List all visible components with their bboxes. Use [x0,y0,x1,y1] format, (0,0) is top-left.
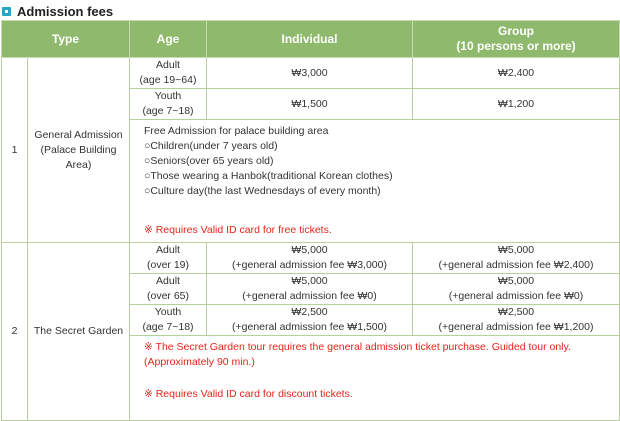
age-label: Youth [154,90,182,102]
ticket-type-secret-garden: The Secret Garden [28,243,130,421]
price: ₩5,000 [291,244,328,256]
price-note: (+general admission fee ₩0) [448,290,584,302]
group-price: ₩2,400 [413,58,620,89]
ticket-type-general [28,58,130,243]
price: ₩5,000 [497,275,535,287]
free-item: ○Those wearing a Hanbok(traditional Korean clothes) [144,170,393,182]
individual-price [207,274,413,305]
tour-note-line2: (Approximately 90 min.) [144,356,255,368]
age-label: Adult [156,244,180,256]
discount-id-note: ※ Requires Valid ID card for discount tickets. [144,388,353,400]
group-price: ₩1,200 [413,89,620,120]
table-row [2,58,620,89]
age-cell [130,274,207,305]
age-range: (age 19~64) [139,74,197,86]
section-title: Admission fees [17,3,114,19]
price: ₩2,500 [497,306,535,318]
group-price [413,305,620,336]
age-range: (over 65) [146,290,189,302]
free-item: ○Children(under 7 years old) [144,140,278,152]
age-range: (over 19) [146,259,189,271]
free-admission-info [130,120,620,243]
section-heading [0,0,620,22]
tour-note-line1: ※ The Secret Garden tour requires the general admission ticket purchase. Guided tour only. [144,341,571,353]
individual-price [207,243,413,274]
free-title: Free Admission for palace building area [144,125,329,137]
age-cell [130,243,207,274]
bullet-square-icon [2,7,11,16]
type-line2: (Palace Building Area) [40,143,117,171]
price-note: (+general admission fee ₩1,200) [438,321,594,333]
age-label: Adult [156,275,180,287]
group-price [413,243,620,274]
individual-price [207,305,413,336]
table-header-row [2,21,620,58]
age-cell [130,58,207,89]
group-price [413,274,620,305]
price-note: (+general admission fee ₩1,500) [232,321,387,333]
free-item: ○Culture day(the last Wednesdays of every month) [144,185,381,197]
free-item: ○Seniors(over 65 years old) [144,155,274,167]
header-individual: Individual [207,21,413,58]
age-range: (age 7~18) [142,105,194,117]
age-range: (age 7~18) [142,321,194,333]
header-group-line2: (10 persons or more) [456,39,576,53]
individual-price: ₩1,500 [207,89,413,120]
price: ₩5,000 [291,275,328,287]
individual-price: ₩3,000 [207,58,413,89]
price-note: (+general admission fee ₩3,000) [232,259,387,271]
price: ₩5,000 [497,244,535,256]
header-group [413,21,620,58]
age-cell [130,305,207,336]
header-type: Type [2,21,130,58]
price: ₩2,500 [291,306,328,318]
age-label: Adult [156,59,180,71]
price-note: (+general admission fee ₩2,400) [438,259,594,271]
row-number: 2 [2,243,28,421]
price-note: (+general admission fee ₩0) [242,290,377,302]
header-group-line1: Group [498,24,534,38]
header-age: Age [130,21,207,58]
type-line1: General Admission [34,128,123,141]
age-cell [130,89,207,120]
secret-garden-notes [130,336,620,421]
row-number: 1 [2,58,28,243]
free-id-note: ※ Requires Valid ID card for free tickets. [144,224,332,236]
table-row [2,243,620,274]
age-label: Youth [154,306,182,318]
admission-fees-table [1,20,620,421]
